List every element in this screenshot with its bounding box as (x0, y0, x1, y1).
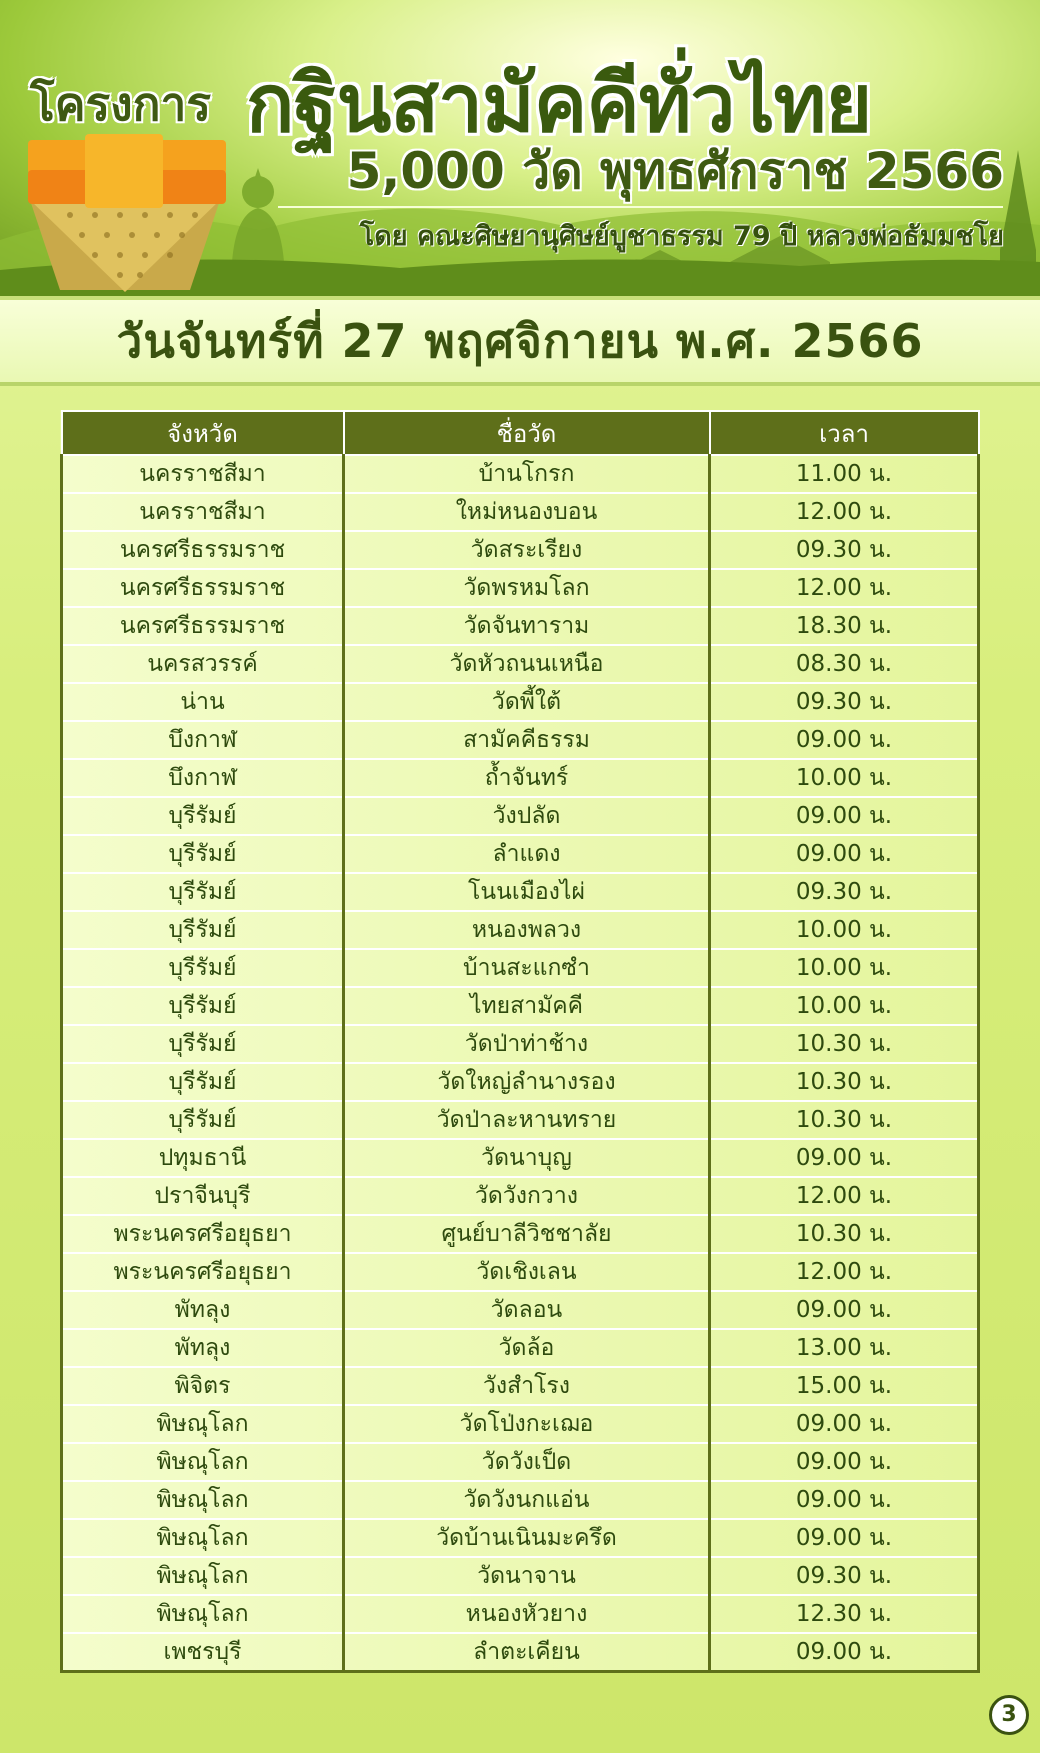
province-cell: พิจิตร (62, 1367, 344, 1405)
table-row (62, 1329, 979, 1367)
time-cell: 12.00 น. (710, 493, 979, 531)
temple-cell: ศูนย์บาลีวิชชาลัย (344, 1215, 710, 1253)
table-row (62, 1367, 979, 1405)
province-cell: บุรีรัมย์ (62, 911, 344, 949)
province-cell: เพชรบุรี (62, 1633, 344, 1672)
time-cell: 15.00 น. (710, 1367, 979, 1405)
temple-schedule-table (60, 410, 980, 1673)
table-row (62, 1215, 979, 1253)
province-cell: พัทลุง (62, 1329, 344, 1367)
province-cell: บุรีรัมย์ (62, 949, 344, 987)
province-cell: บุรีรัมย์ (62, 987, 344, 1025)
table-row (62, 645, 979, 683)
time-cell: 13.00 น. (710, 1329, 979, 1367)
date-heading-bar (0, 296, 1040, 386)
province-cell: บุรีรัมย์ (62, 1063, 344, 1101)
temple-cell: วัดนาจาน (344, 1557, 710, 1595)
temple-cell: วัดใหญ่ลำนางรอง (344, 1063, 710, 1101)
province-cell: พิษณุโลก (62, 1595, 344, 1633)
table-row (62, 911, 979, 949)
province-cell: พิษณุโลก (62, 1443, 344, 1481)
table-row (62, 455, 979, 493)
time-cell: 10.00 น. (710, 759, 979, 797)
table-row (62, 797, 979, 835)
table-row (62, 1063, 979, 1101)
temple-cell: วัดล้อ (344, 1329, 710, 1367)
temple-cell: วัดวังนกแอ่น (344, 1481, 710, 1519)
temple-cell: ใหม่หนองบอน (344, 493, 710, 531)
time-cell: 10.00 น. (710, 987, 979, 1025)
temple-cell: วัดบ้านเนินมะครึด (344, 1519, 710, 1557)
time-cell: 09.00 น. (710, 1139, 979, 1177)
table-row (62, 683, 979, 721)
table-row (62, 1253, 979, 1291)
table-row (62, 1101, 979, 1139)
temple-cell: หนองพลวง (344, 911, 710, 949)
province-cell: บุรีรัมย์ (62, 1025, 344, 1063)
time-cell: 10.30 น. (710, 1101, 979, 1139)
province-cell: นครศรีธรรมราช (62, 531, 344, 569)
table-row (62, 1557, 979, 1595)
temple-cell: วัดป่าละหานทราย (344, 1101, 710, 1139)
province-cell: พิษณุโลก (62, 1519, 344, 1557)
time-cell: 12.00 น. (710, 1253, 979, 1291)
province-cell: นครราชสีมา (62, 455, 344, 493)
campaign-subtitle: 5,000 วัด พุทธศักราช 2566 (346, 142, 1004, 200)
page-number-badge: 3 (989, 1695, 1029, 1735)
table-row (62, 721, 979, 759)
table-row (62, 949, 979, 987)
temple-cell: ลำตะเคียน (344, 1633, 710, 1672)
province-cell: พัทลุง (62, 1291, 344, 1329)
time-cell: 09.30 น. (710, 531, 979, 569)
temple-cell: บ้านโกรก (344, 455, 710, 493)
temple-cell: ถ้ำจันทร์ (344, 759, 710, 797)
temple-cell: วัดเชิงเลน (344, 1253, 710, 1291)
time-cell: 09.00 น. (710, 721, 979, 759)
province-cell: บึงกาฬ (62, 759, 344, 797)
table-row (62, 493, 979, 531)
temple-cell: วัดหัวถนนเหนือ (344, 645, 710, 683)
temple-cell: วัดโป่งกะเฌอ (344, 1405, 710, 1443)
organizer-line: โดย คณะศิษยานุศิษย์บูชาธรรม 79 ปี หลวงพ่อธัมมชโย (359, 221, 1004, 252)
time-cell: 09.00 น. (710, 1519, 979, 1557)
table-row (62, 1405, 979, 1443)
table-row (62, 1025, 979, 1063)
campaign-title: กฐินสามัคคีทั่วไทย (246, 57, 872, 150)
time-cell: 09.00 น. (710, 835, 979, 873)
project-label: โครงการ (30, 77, 212, 131)
header-banner (0, 0, 1040, 296)
province-cell: บึงกาฬ (62, 721, 344, 759)
time-cell: 09.00 น. (710, 1481, 979, 1519)
table-row (62, 1595, 979, 1633)
table-row (62, 759, 979, 797)
kathina-robe-icon (28, 134, 226, 292)
time-cell: 10.30 น. (710, 1215, 979, 1253)
table-row (62, 1177, 979, 1215)
time-cell: 09.00 น. (710, 1443, 979, 1481)
divider (278, 206, 1003, 208)
temple-cell: วัดพี้ใต้ (344, 683, 710, 721)
time-cell: 11.00 น. (710, 455, 979, 493)
temple-cell: ลำแดง (344, 835, 710, 873)
province-cell: พิษณุโลก (62, 1405, 344, 1443)
province-cell: นครศรีธรรมราช (62, 569, 344, 607)
time-cell: 09.00 น. (710, 797, 979, 835)
temple-cell: วังสำโรง (344, 1367, 710, 1405)
time-cell: 12.00 น. (710, 569, 979, 607)
time-cell: 09.30 น. (710, 1557, 979, 1595)
table-row (62, 1633, 979, 1672)
time-cell: 10.00 น. (710, 949, 979, 987)
table-row (62, 1519, 979, 1557)
time-cell: 12.00 น. (710, 1177, 979, 1215)
time-cell: 10.30 น. (710, 1025, 979, 1063)
province-cell: พระนครศรีอยุธยา (62, 1215, 344, 1253)
time-cell: 09.00 น. (710, 1405, 979, 1443)
province-cell: บุรีรัมย์ (62, 797, 344, 835)
province-cell: ปราจีนบุรี (62, 1177, 344, 1215)
table-row (62, 1481, 979, 1519)
table-header-row (62, 411, 979, 455)
table-row (62, 987, 979, 1025)
time-cell: 09.30 น. (710, 683, 979, 721)
column-header-temple: ชื่อวัด (344, 411, 710, 455)
province-cell: พิษณุโลก (62, 1481, 344, 1519)
temple-cell: วัดลอน (344, 1291, 710, 1329)
province-cell: น่าน (62, 683, 344, 721)
province-cell: นครสวรรค์ (62, 645, 344, 683)
temple-cell: วัดจันทาราม (344, 607, 710, 645)
temple-cell: วังปลัด (344, 797, 710, 835)
time-cell: 12.30 น. (710, 1595, 979, 1633)
table-row (62, 1139, 979, 1177)
temple-cell: วัดวังเป็ด (344, 1443, 710, 1481)
province-cell: บุรีรัมย์ (62, 1101, 344, 1139)
time-cell: 08.30 น. (710, 645, 979, 683)
table-row (62, 569, 979, 607)
table-row (62, 873, 979, 911)
temple-cell: โนนเมืองไผ่ (344, 873, 710, 911)
province-cell: ปทุมธานี (62, 1139, 344, 1177)
time-cell: 10.00 น. (710, 911, 979, 949)
table-row (62, 531, 979, 569)
table-row (62, 1291, 979, 1329)
temple-cell: วัดป่าท่าช้าง (344, 1025, 710, 1063)
time-cell: 09.30 น. (710, 873, 979, 911)
column-header-time: เวลา (710, 411, 979, 455)
table-row (62, 607, 979, 645)
temple-cell: ไทยสามัคคี (344, 987, 710, 1025)
time-cell: 18.30 น. (710, 607, 979, 645)
table-row (62, 1443, 979, 1481)
time-cell: 10.30 น. (710, 1063, 979, 1101)
temple-cell: บ้านสะแกซำ (344, 949, 710, 987)
temple-cell: วัดสระเรียง (344, 531, 710, 569)
temple-cell: วัดวังกวาง (344, 1177, 710, 1215)
province-cell: บุรีรัมย์ (62, 835, 344, 873)
province-cell: นครราชสีมา (62, 493, 344, 531)
date-heading: วันจันทร์ที่ 27 พฤศจิกายน พ.ศ. 2566 (116, 314, 924, 368)
temple-cell: หนองหัวยาง (344, 1595, 710, 1633)
table-row (62, 835, 979, 873)
time-cell: 09.00 น. (710, 1633, 979, 1672)
temple-cell: วัดพรหมโลก (344, 569, 710, 607)
temple-cell: วัดนาบุญ (344, 1139, 710, 1177)
temple-cell: สามัคคีธรรม (344, 721, 710, 759)
province-cell: พิษณุโลก (62, 1557, 344, 1595)
province-cell: นครศรีธรรมราช (62, 607, 344, 645)
column-header-province: จังหวัด (62, 411, 344, 455)
province-cell: บุรีรัมย์ (62, 873, 344, 911)
time-cell: 09.00 น. (710, 1291, 979, 1329)
province-cell: พระนครศรีอยุธยา (62, 1253, 344, 1291)
